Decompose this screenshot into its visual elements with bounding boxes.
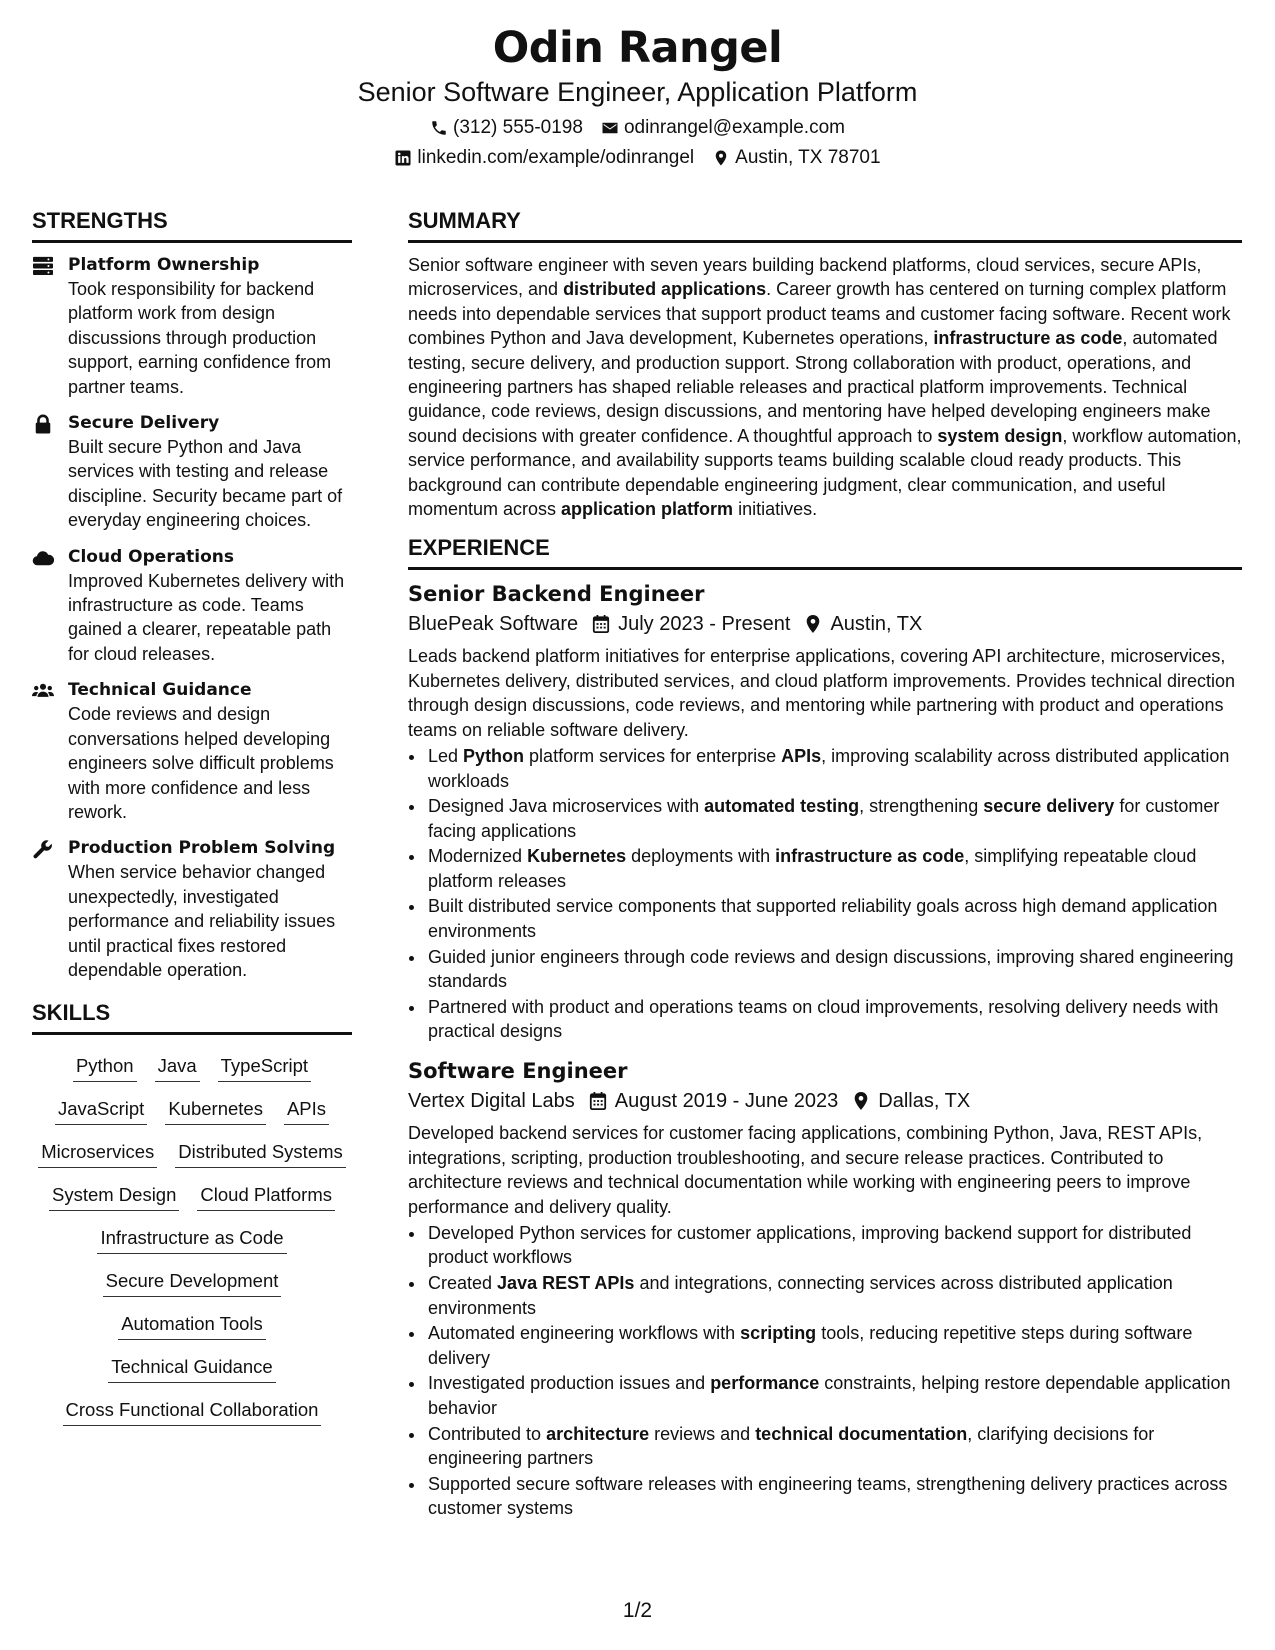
- job-meta: [408, 1087, 1242, 1115]
- emphasis-text: APIs: [781, 746, 822, 767]
- skill-tag: Technical Guidance: [108, 1354, 275, 1383]
- job-bullet: • Automated engineering workflows with scripting tools, reducing repetitive steps during software delivery: [426, 1321, 1242, 1370]
- emphasis-text: system design: [937, 425, 1063, 446]
- emphasis-text: application platform: [561, 499, 734, 520]
- resume-header: [0, 22, 1275, 170]
- server-icon: [32, 256, 54, 276]
- phone-icon: [430, 119, 448, 137]
- job-bullet: • Developed Python services for customer applications, improving backend support for distributed product workflows: [426, 1221, 1242, 1270]
- email-contact[interactable]: [601, 116, 845, 140]
- job-bullets: [408, 744, 1242, 1043]
- emphasis-text: Java REST APIs: [497, 1273, 635, 1294]
- job-location: [804, 610, 922, 638]
- skill-tag: Microservices: [38, 1139, 157, 1168]
- map-pin-icon: [852, 1091, 870, 1111]
- job-bullet: • Modernized Kubernetes deployments with infrastructure as code, simplifying repeatable cloud platform releases: [426, 844, 1242, 893]
- job-bullet: • Led Python platform services for enterprise APIs, improving scalability across distributed application workloads: [426, 744, 1242, 793]
- job-dates: [589, 1087, 839, 1115]
- linkedin-icon: [394, 149, 412, 167]
- emphasis-text: performance: [710, 1373, 820, 1394]
- summary-heading: SUMMARY: [408, 208, 1242, 243]
- calendar-icon: [592, 614, 610, 634]
- phone-contact: [430, 116, 583, 140]
- job-bullet: • Investigated production issues and performance constraints, helping restore dependable application behavior: [426, 1371, 1242, 1420]
- skill-tag: Secure Development: [103, 1268, 282, 1297]
- job-bullet: • Partnered with product and operations teams on cloud improvements, resolving delivery needs with practical designs: [426, 995, 1242, 1044]
- job-bullet: • Contributed to architecture reviews and technical documentation, clarifying decisions for engineering partners: [426, 1422, 1242, 1471]
- emphasis-text: technical documentation: [755, 1423, 968, 1444]
- strength-title: Production Problem Solving: [68, 838, 336, 859]
- job-bullet: • Guided junior engineers through code reviews and design discussions, improving shared engineering standards: [426, 945, 1242, 994]
- strengths-heading: STRENGTHS: [32, 208, 352, 243]
- strength-title: Platform Ownership: [68, 255, 260, 275]
- right-column: [408, 208, 1242, 1534]
- map-pin-icon: [712, 149, 730, 167]
- linkedin-text[interactable]: linkedin.com/example/odinrangel: [417, 147, 695, 168]
- cloud-icon: [32, 548, 54, 568]
- job-company: BluePeak Software: [408, 613, 579, 636]
- skill-tag: Infrastructure as Code: [97, 1225, 286, 1254]
- skill-tag: JavaScript: [55, 1096, 147, 1125]
- job-bullet: • Designed Java microservices with automated testing, strengthening secure delivery for customer facing applications: [426, 794, 1242, 843]
- envelope-icon: [601, 119, 619, 137]
- job-meta: [408, 610, 1242, 638]
- emphasis-text: Python: [463, 746, 525, 767]
- job-location-text: Dallas, TX: [878, 1090, 971, 1113]
- skill-tag: Cloud Platforms: [197, 1182, 335, 1211]
- strength-item: [32, 411, 352, 533]
- page-number: 1/2: [622, 1599, 653, 1622]
- job-company: Vertex Digital Labs: [408, 1090, 575, 1113]
- job-dates-text: August 2019 - June 2023: [614, 1090, 839, 1113]
- strength-title: Secure Delivery: [68, 413, 220, 434]
- job-bullet: • Supported secure software releases with engineering teams, strengthening delivery practices across customer systems: [426, 1472, 1242, 1521]
- job-entry: [408, 580, 1242, 1043]
- strength-item: [32, 253, 352, 399]
- strength-desc: Code reviews and design conversations helped developing engineers solve difficult problems with more confidence and less rework.: [68, 704, 334, 822]
- left-column: [32, 208, 352, 1426]
- lock-icon: [32, 414, 54, 434]
- job-location-text: Austin, TX: [830, 613, 923, 636]
- strength-desc: Improved Kubernetes delivery with infrastructure as code. Teams gained a clearer, repeatable path for cloud releases.: [68, 570, 345, 664]
- email-text[interactable]: odinrangel@example.com: [623, 117, 845, 138]
- wrench-icon: [32, 839, 54, 859]
- skill-tag: Automation Tools: [118, 1311, 266, 1340]
- job-title: Senior Backend Engineer: [408, 582, 705, 607]
- location-contact: [712, 146, 880, 170]
- emphasis-text: infrastructure as code: [775, 846, 965, 867]
- job-title: Software Engineer: [408, 1059, 628, 1084]
- skill-tag: Java: [155, 1053, 200, 1082]
- skill-tag: System Design: [49, 1182, 179, 1211]
- emphasis-text: Kubernetes: [527, 846, 627, 867]
- strength-title: Cloud Operations: [68, 546, 235, 567]
- emphasis-text: distributed applications: [563, 279, 767, 300]
- job-description: Leads backend platform initiatives for enterprise applications, covering API architecture, microservices, Kubernetes delivery, distributed services, and cloud platform improvements. Provides technical direction through design discussions, code reviews, and mentoring while partnering with product and operations teams on reliable software delivery.: [408, 646, 1236, 740]
- job-entry: [408, 1057, 1242, 1520]
- strength-desc: Built secure Python and Java services with testing and release discipline. Security became part of everyday engineering choices.: [68, 437, 343, 531]
- job-bullet: • Created Java REST APIs and integrations, connecting services across distributed application environments: [426, 1271, 1242, 1320]
- job-description: Developed backend services for customer facing applications, combining Python, Java, REST APIs, integrations, scripting, production troubleshooting, and secure release practices. Contributed to architecture reviews and technical documentation while working with engineering peers to improve performance and delivery quality.: [408, 1123, 1203, 1217]
- emphasis-text: automated testing: [704, 796, 860, 817]
- job-bullets: [408, 1221, 1242, 1520]
- emphasis-text: scripting: [740, 1323, 817, 1344]
- strength-desc: Took responsibility for backend platform work from design discussions through production support, earning confidence from partner teams.: [68, 279, 332, 397]
- candidate-name: Odin Rangel: [492, 23, 783, 73]
- job-bullet: • Built distributed service components that supported reliability goals across high demand application environments: [426, 894, 1242, 943]
- strength-item: [32, 678, 352, 824]
- skill-tag: APIs: [284, 1096, 329, 1125]
- candidate-title: Senior Software Engineer, Application Platform: [357, 77, 918, 107]
- skill-tag: Kubernetes: [165, 1096, 266, 1125]
- emphasis-text: secure delivery: [983, 796, 1115, 817]
- contact-row-1: [0, 116, 1275, 140]
- strength-title: Technical Guidance: [68, 680, 252, 701]
- experience-heading: EXPERIENCE: [408, 535, 1242, 570]
- map-pin-icon: [804, 614, 822, 634]
- skill-tag: Cross Functional Collaboration: [63, 1397, 322, 1426]
- skill-tag: Python: [73, 1053, 137, 1082]
- skill-tag: Distributed Systems: [175, 1139, 346, 1168]
- strength-desc: When service behavior changed unexpectedly, investigated performance and reliability issues until practical fixes restored dependable operation.: [68, 862, 336, 980]
- contact-row-2: [0, 146, 1275, 170]
- job-dates-text: July 2023 - Present: [618, 613, 791, 636]
- linkedin-contact[interactable]: [394, 146, 694, 170]
- job-location: [852, 1087, 970, 1115]
- skills-heading: SKILLS: [32, 1000, 352, 1035]
- emphasis-text: architecture: [546, 1423, 650, 1444]
- emphasis-text: infrastructure as code: [933, 328, 1123, 349]
- strength-item: [32, 836, 352, 982]
- users-icon: [32, 681, 54, 701]
- phone-text: (312) 555-0198: [453, 117, 583, 138]
- skill-tag: TypeScript: [218, 1053, 311, 1082]
- calendar-icon: [589, 1091, 607, 1111]
- location-text: Austin, TX 78701: [735, 147, 881, 168]
- strength-item: [32, 545, 352, 667]
- skills-list: [32, 1049, 352, 1426]
- job-dates: [592, 610, 790, 638]
- summary-text: Senior software engineer with seven years building backend platforms, cloud services, secure APIs, microservices, and distributed applications. Career growth has centered on turning complex platform needs into dependable services that support product teams and customer facing software. Recent work combines Python and Java development, Kubernetes operations, infrastructure as code, automated testing, secure delivery, and production support. Strong collaboration with product, operations, and engineering partners has shaped reliable releases and practical platform improvements. Technical guidance, code reviews, design discussions, and mentoring have helped developing engineers make sound decisions with greater confidence. A thoughtful approach to system design, workflow automation, service performance, and availability supports teams building scalable cloud ready products. This background can contribute dependable engineering judgment, clear communication, and useful momentum across application platform initiatives.: [408, 255, 1242, 520]
